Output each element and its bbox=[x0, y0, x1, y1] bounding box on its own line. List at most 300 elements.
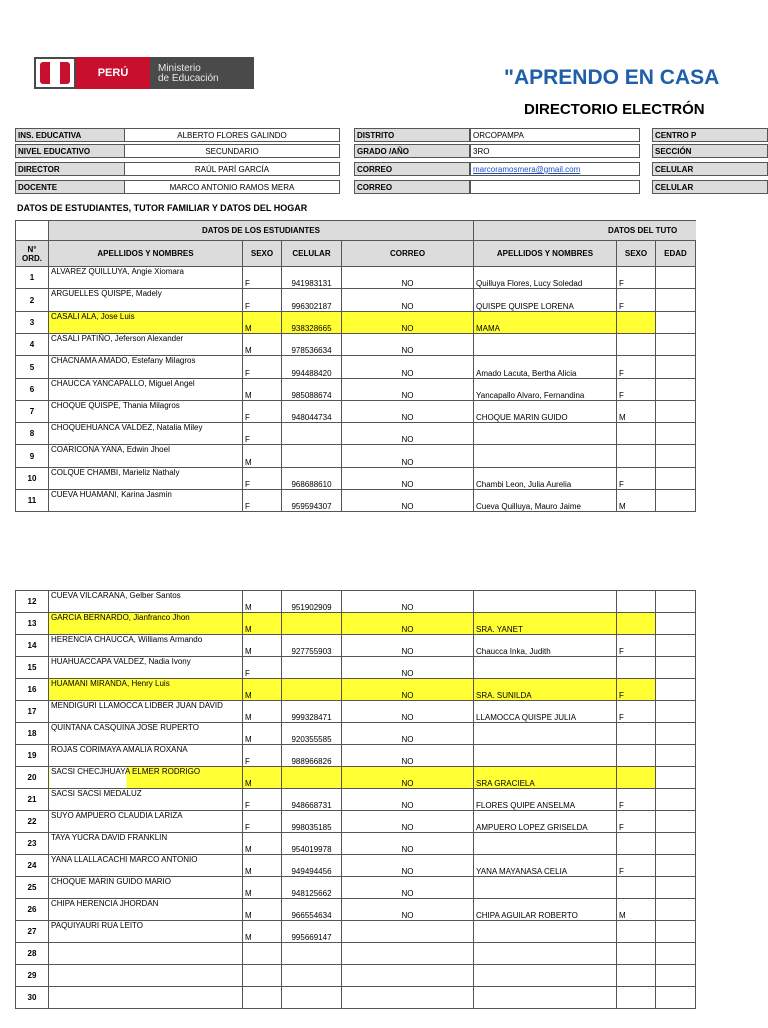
correo-link[interactable]: marcoramosmera@gmail.com bbox=[473, 165, 580, 174]
row-number: 22 bbox=[16, 811, 49, 833]
table-row bbox=[16, 767, 768, 789]
student-name: CUEVA VILCARANA, Gelber Santos bbox=[49, 591, 243, 613]
student-name: CUEVA HUAMANI, Karina Jasmin bbox=[49, 490, 243, 512]
tutor-sex: F bbox=[617, 679, 656, 701]
tutor-name: SRA GRACIELA bbox=[474, 767, 617, 789]
grado-label: GRADO /AÑO bbox=[354, 144, 470, 158]
student-phone bbox=[282, 445, 342, 468]
tutor-name bbox=[474, 334, 617, 356]
student-sex: F bbox=[243, 423, 282, 445]
student-sex: F bbox=[243, 490, 282, 512]
table-row bbox=[16, 789, 768, 811]
table-row bbox=[16, 877, 768, 899]
table-row bbox=[16, 267, 768, 289]
student-sex: M bbox=[243, 899, 282, 921]
student-email: NO bbox=[342, 445, 474, 468]
correo-value[interactable] bbox=[470, 162, 640, 176]
row-number: 10 bbox=[16, 468, 49, 490]
row-number: 1 bbox=[16, 267, 49, 289]
student-name: ALVAREZ QUILLUYA, Angie Xiomara bbox=[49, 267, 243, 289]
tutor-name: MAMA bbox=[474, 312, 617, 334]
tutor-sex bbox=[617, 423, 656, 445]
tutor-name: SRA. YANET bbox=[474, 613, 617, 635]
tutor-age bbox=[656, 855, 696, 877]
student-sex bbox=[243, 943, 282, 965]
row-number: 16 bbox=[16, 679, 49, 701]
student-email: NO bbox=[342, 767, 474, 789]
row-number: 6 bbox=[16, 379, 49, 401]
tutor-sex: M bbox=[617, 401, 656, 423]
tutor-name: Quilluya Flores, Lucy Soledad bbox=[474, 267, 617, 289]
grado-value: 3RO bbox=[470, 144, 640, 158]
student-phone: 998035185 bbox=[282, 811, 342, 833]
table-row bbox=[16, 701, 768, 723]
student-sex: M bbox=[243, 334, 282, 356]
row-number: 21 bbox=[16, 789, 49, 811]
student-email: NO bbox=[342, 635, 474, 657]
tutor-age bbox=[656, 356, 696, 379]
student-sex bbox=[243, 987, 282, 1009]
student-name: ARGUELLES QUISPE, Madely bbox=[49, 289, 243, 312]
tutor-name: Chaucca Inka, Judith bbox=[474, 635, 617, 657]
tutor-sex bbox=[617, 987, 656, 1009]
student-name: CHOQUEHUANCA VALDEZ, Natalia Miley bbox=[49, 423, 243, 445]
student-name bbox=[49, 943, 243, 965]
tutor-name bbox=[474, 591, 617, 613]
band-students: DATOS DE LOS ESTUDIANTES bbox=[49, 221, 474, 241]
student-phone: 948044734 bbox=[282, 401, 342, 423]
student-name: ROJAS CORIMAYA AMALIA ROXANA bbox=[49, 745, 243, 767]
tutor-name: Cueva Quilluya, Mauro Jaime bbox=[474, 490, 617, 512]
table-row bbox=[16, 965, 768, 987]
table-row bbox=[16, 899, 768, 921]
students-table-part2 bbox=[15, 590, 768, 1009]
row-number: 28 bbox=[16, 943, 49, 965]
student-name: QUINTANA CASQUINA JOSE RUPERTO bbox=[49, 723, 243, 745]
band-tutor: DATOS DEL TUTO bbox=[474, 221, 768, 241]
tutor-name: Amado Lacuta, Bertha Alicia bbox=[474, 356, 617, 379]
tutor-age bbox=[656, 468, 696, 490]
student-phone: 985088674 bbox=[282, 379, 342, 401]
student-email: NO bbox=[342, 855, 474, 877]
director-label: DIRECTOR bbox=[15, 162, 125, 176]
student-sex: F bbox=[243, 401, 282, 423]
tutor-age bbox=[656, 445, 696, 468]
student-name: SACSI CHECJHUAYA ELMER RODRIGO bbox=[49, 767, 243, 789]
table-row bbox=[16, 833, 768, 855]
peru-shield-icon bbox=[36, 59, 74, 87]
tutor-age bbox=[656, 987, 696, 1009]
student-name bbox=[49, 987, 243, 1009]
tutor-age bbox=[656, 723, 696, 745]
students-table-part1 bbox=[15, 220, 768, 512]
student-name: COLQUE CHAMBI, Marieliz Nathaly bbox=[49, 468, 243, 490]
student-phone: 938328665 bbox=[282, 312, 342, 334]
tutor-name bbox=[474, 921, 617, 943]
seccion-label: SECCIÓN bbox=[652, 144, 768, 158]
col-nombres: APELLIDOS Y NOMBRES bbox=[49, 241, 243, 267]
student-email: NO bbox=[342, 679, 474, 701]
table-row bbox=[16, 657, 768, 679]
table-row bbox=[16, 613, 768, 635]
tutor-age bbox=[656, 490, 696, 512]
student-email: NO bbox=[342, 490, 474, 512]
student-name bbox=[49, 965, 243, 987]
student-email: NO bbox=[342, 468, 474, 490]
tutor-sex: F bbox=[617, 379, 656, 401]
student-name: SUYO AMPUERO CLAUDIA LARIZA bbox=[49, 811, 243, 833]
student-email: NO bbox=[342, 789, 474, 811]
director-value: RAÚL PARÍ GARCÍA bbox=[124, 162, 340, 176]
row-number: 11 bbox=[16, 490, 49, 512]
student-email: NO bbox=[342, 811, 474, 833]
student-phone bbox=[282, 679, 342, 701]
student-phone bbox=[282, 657, 342, 679]
student-phone bbox=[282, 767, 342, 789]
col-correo: CORREO bbox=[342, 241, 474, 267]
student-name: CHOQUE QUISPE, Thania Milagros bbox=[49, 401, 243, 423]
table-row bbox=[16, 987, 768, 1009]
student-phone bbox=[282, 987, 342, 1009]
student-sex: M bbox=[243, 701, 282, 723]
tutor-age bbox=[656, 767, 696, 789]
student-phone: 995669147 bbox=[282, 921, 342, 943]
student-email: NO bbox=[342, 423, 474, 445]
tutor-age bbox=[656, 657, 696, 679]
tutor-name: LLAMOCCA QUISPE JULIA bbox=[474, 701, 617, 723]
student-email: NO bbox=[342, 334, 474, 356]
tutor-sex bbox=[617, 745, 656, 767]
tutor-sex: F bbox=[617, 811, 656, 833]
student-email bbox=[342, 943, 474, 965]
student-email bbox=[342, 921, 474, 943]
tutor-name bbox=[474, 723, 617, 745]
student-sex: M bbox=[243, 379, 282, 401]
student-sex: F bbox=[243, 468, 282, 490]
student-sex: M bbox=[243, 613, 282, 635]
tutor-sex bbox=[617, 767, 656, 789]
tutor-age bbox=[656, 789, 696, 811]
row-number: 29 bbox=[16, 965, 49, 987]
tutor-age bbox=[656, 679, 696, 701]
tutor-sex: M bbox=[617, 899, 656, 921]
row-number: 25 bbox=[16, 877, 49, 899]
student-email bbox=[342, 987, 474, 1009]
student-phone: 999328471 bbox=[282, 701, 342, 723]
row-number: 18 bbox=[16, 723, 49, 745]
tutor-age bbox=[656, 811, 696, 833]
table-row bbox=[16, 745, 768, 767]
student-phone bbox=[282, 423, 342, 445]
student-sex: M bbox=[243, 833, 282, 855]
student-sex: M bbox=[243, 635, 282, 657]
tutor-sex bbox=[617, 723, 656, 745]
centro-label: CENTRO P bbox=[652, 128, 768, 142]
tutor-sex: F bbox=[617, 356, 656, 379]
tutor-name bbox=[474, 965, 617, 987]
student-phone: 968688610 bbox=[282, 468, 342, 490]
tutor-name bbox=[474, 423, 617, 445]
row-number: 3 bbox=[16, 312, 49, 334]
tutor-name bbox=[474, 987, 617, 1009]
table-row bbox=[16, 401, 768, 423]
table-row bbox=[16, 679, 768, 701]
table-row bbox=[16, 855, 768, 877]
student-name: PAQUIYAURI RUA LEITO bbox=[49, 921, 243, 943]
student-email: NO bbox=[342, 833, 474, 855]
celular-label: CELULAR bbox=[652, 162, 768, 176]
student-name: CHACNAMA AMADO, Estefany Milagros bbox=[49, 356, 243, 379]
student-sex: F bbox=[243, 745, 282, 767]
tutor-name: QUISPE QUISPE LORENA bbox=[474, 289, 617, 312]
student-name: CHOQUE MARIN GUIDO MARIO bbox=[49, 877, 243, 899]
student-sex: F bbox=[243, 811, 282, 833]
student-sex: M bbox=[243, 312, 282, 334]
tutor-sex: F bbox=[617, 267, 656, 289]
row-number: 23 bbox=[16, 833, 49, 855]
student-phone: 994488420 bbox=[282, 356, 342, 379]
student-phone bbox=[282, 613, 342, 635]
tutor-name bbox=[474, 877, 617, 899]
table-row bbox=[16, 379, 768, 401]
tutor-name bbox=[474, 745, 617, 767]
tutor-sex bbox=[617, 657, 656, 679]
student-name: SACSI SACSI MEDALUZ bbox=[49, 789, 243, 811]
student-email: NO bbox=[342, 356, 474, 379]
student-phone: 927755903 bbox=[282, 635, 342, 657]
tutor-age bbox=[656, 745, 696, 767]
logo-peru-text: PERÚ bbox=[76, 57, 150, 89]
student-sex: F bbox=[243, 657, 282, 679]
table-row bbox=[16, 312, 768, 334]
tutor-name: AMPUERO LOPEZ GRISELDA bbox=[474, 811, 617, 833]
tutor-name: Chambi Leon, Julia Aurelia bbox=[474, 468, 617, 490]
tutor-age bbox=[656, 833, 696, 855]
tutor-sex: M bbox=[617, 490, 656, 512]
student-phone bbox=[282, 965, 342, 987]
tutor-name: CHOQUE MARIN GUIDO bbox=[474, 401, 617, 423]
logo-ministry-text: Ministerio de Educación bbox=[158, 64, 219, 84]
correo2-value bbox=[470, 180, 640, 194]
table-row bbox=[16, 445, 768, 468]
tutor-name bbox=[474, 833, 617, 855]
student-email: NO bbox=[342, 899, 474, 921]
tutor-age bbox=[656, 635, 696, 657]
table-row bbox=[16, 591, 768, 613]
student-sex bbox=[243, 965, 282, 987]
band-empty bbox=[16, 221, 49, 241]
student-phone: 978536634 bbox=[282, 334, 342, 356]
student-email: NO bbox=[342, 657, 474, 679]
col-tutor-nombres: APELLIDOS Y NOMBRES bbox=[474, 241, 617, 267]
docente-value: MARCO ANTONIO RAMOS MERA bbox=[124, 180, 340, 194]
tutor-age bbox=[656, 289, 696, 312]
docente-label: DOCENTE bbox=[15, 180, 125, 194]
tutor-sex bbox=[617, 921, 656, 943]
row-number: 30 bbox=[16, 987, 49, 1009]
row-number: 17 bbox=[16, 701, 49, 723]
student-phone: 920355585 bbox=[282, 723, 342, 745]
table-row bbox=[16, 423, 768, 445]
page-title: "APRENDO EN CASA bbox=[504, 66, 719, 90]
student-phone: 954019978 bbox=[282, 833, 342, 855]
student-name: HUAHUACCAPA VALDEZ, Nadia Ivony bbox=[49, 657, 243, 679]
student-email: NO bbox=[342, 267, 474, 289]
student-phone: 996302187 bbox=[282, 289, 342, 312]
minedu-logo bbox=[34, 57, 254, 89]
correo-label: CORREO bbox=[354, 162, 470, 176]
tutor-sex bbox=[617, 965, 656, 987]
ie-label: INS. EDUCATIVA bbox=[15, 128, 125, 142]
tutor-name: Yancapallo Alvaro, Fernandina bbox=[474, 379, 617, 401]
row-number: 5 bbox=[16, 356, 49, 379]
tutor-age bbox=[656, 899, 696, 921]
page-subtitle: DIRECTORIO ELECTRÓN bbox=[524, 101, 705, 118]
tutor-name: YANA MAYANASA CELIA bbox=[474, 855, 617, 877]
col-edad: EDAD bbox=[656, 241, 696, 267]
tutor-sex bbox=[617, 312, 656, 334]
student-phone: 988966826 bbox=[282, 745, 342, 767]
tutor-name bbox=[474, 657, 617, 679]
tutor-name bbox=[474, 943, 617, 965]
tutor-sex bbox=[617, 877, 656, 899]
student-sex: F bbox=[243, 356, 282, 379]
tutor-sex: F bbox=[617, 635, 656, 657]
tutor-sex: F bbox=[617, 789, 656, 811]
student-sex: M bbox=[243, 591, 282, 613]
nivel-value: SECUNDARIO bbox=[124, 144, 340, 158]
distrito-value: ORCOPAMPA bbox=[470, 128, 640, 142]
table-row bbox=[16, 334, 768, 356]
student-sex: M bbox=[243, 679, 282, 701]
tutor-name: CHIPA AGUILAR ROBERTO bbox=[474, 899, 617, 921]
tutor-age bbox=[656, 921, 696, 943]
student-email: NO bbox=[342, 379, 474, 401]
tutor-name: FLORES QUIPE ANSELMA bbox=[474, 789, 617, 811]
row-number: 8 bbox=[16, 423, 49, 445]
student-name: COARICONA YANA, Edwin Jhoel bbox=[49, 445, 243, 468]
distrito-label: DISTRITO bbox=[354, 128, 470, 142]
student-sex: M bbox=[243, 855, 282, 877]
col-sexo: SEXO bbox=[243, 241, 282, 267]
row-number: 14 bbox=[16, 635, 49, 657]
row-number: 2 bbox=[16, 289, 49, 312]
tutor-age bbox=[656, 423, 696, 445]
row-number: 15 bbox=[16, 657, 49, 679]
table-row bbox=[16, 943, 768, 965]
table-row bbox=[16, 921, 768, 943]
table-row bbox=[16, 356, 768, 379]
student-sex: M bbox=[243, 877, 282, 899]
tutor-age bbox=[656, 943, 696, 965]
student-name: GARCIA BERNARDO, Jianfranco Jhon bbox=[49, 613, 243, 635]
student-sex: M bbox=[243, 445, 282, 468]
student-email: NO bbox=[342, 289, 474, 312]
table-row bbox=[16, 811, 768, 833]
student-email: NO bbox=[342, 591, 474, 613]
row-number: 27 bbox=[16, 921, 49, 943]
tutor-age bbox=[656, 613, 696, 635]
table-row bbox=[16, 490, 768, 512]
tutor-sex: F bbox=[617, 468, 656, 490]
student-name: YANA LLALLACACHI MARCO ANTONIO bbox=[49, 855, 243, 877]
tutor-age bbox=[656, 877, 696, 899]
student-phone: 941983131 bbox=[282, 267, 342, 289]
student-phone: 949494456 bbox=[282, 855, 342, 877]
student-sex: F bbox=[243, 289, 282, 312]
row-number: 13 bbox=[16, 613, 49, 635]
row-number: 7 bbox=[16, 401, 49, 423]
tutor-age bbox=[656, 312, 696, 334]
student-name: HERENCIA CHAUCCA, Williams Armando bbox=[49, 635, 243, 657]
table-row bbox=[16, 723, 768, 745]
tutor-sex bbox=[617, 334, 656, 356]
tutor-sex bbox=[617, 943, 656, 965]
row-number: 20 bbox=[16, 767, 49, 789]
student-sex: M bbox=[243, 723, 282, 745]
col-celular: CELULAR bbox=[282, 241, 342, 267]
tutor-sex bbox=[617, 833, 656, 855]
student-email: NO bbox=[342, 401, 474, 423]
tutor-name bbox=[474, 445, 617, 468]
tutor-sex bbox=[617, 613, 656, 635]
col-ord: N° ORD. bbox=[16, 241, 49, 267]
student-phone: 948668731 bbox=[282, 789, 342, 811]
section-title: DATOS DE ESTUDIANTES, TUTOR FAMILIAR Y DATOS DEL HOGAR bbox=[17, 203, 307, 213]
student-sex: M bbox=[243, 921, 282, 943]
row-number: 4 bbox=[16, 334, 49, 356]
student-email: NO bbox=[342, 745, 474, 767]
tutor-name: SRA. SUNILDA bbox=[474, 679, 617, 701]
student-phone: 966554634 bbox=[282, 899, 342, 921]
table-row bbox=[16, 635, 768, 657]
correo2-label: CORREO bbox=[354, 180, 470, 194]
student-name: CASALI ALA, Jose Luis bbox=[49, 312, 243, 334]
tutor-age bbox=[656, 401, 696, 423]
tutor-sex: F bbox=[617, 855, 656, 877]
tutor-age bbox=[656, 334, 696, 356]
student-email: NO bbox=[342, 723, 474, 745]
celular2-label: CELULAR bbox=[652, 180, 768, 194]
tutor-sex bbox=[617, 591, 656, 613]
student-name: MENDIGURI LLAMOCCA LIDBER JUAN DAVID bbox=[49, 701, 243, 723]
tutor-age bbox=[656, 267, 696, 289]
student-email bbox=[342, 965, 474, 987]
student-name: CASALI PATIÑO, Jeferson Alexander bbox=[49, 334, 243, 356]
student-phone: 959594307 bbox=[282, 490, 342, 512]
student-phone bbox=[282, 943, 342, 965]
student-name: TAYA YUCRA DAVID FRANKLIN bbox=[49, 833, 243, 855]
student-name: HUAMANI MIRANDA, Henry Luis bbox=[49, 679, 243, 701]
tutor-sex bbox=[617, 445, 656, 468]
row-number: 12 bbox=[16, 591, 49, 613]
row-number: 26 bbox=[16, 899, 49, 921]
student-email: NO bbox=[342, 613, 474, 635]
student-email: NO bbox=[342, 312, 474, 334]
tutor-sex: F bbox=[617, 289, 656, 312]
table-row bbox=[16, 468, 768, 490]
table-row bbox=[16, 289, 768, 312]
tutor-sex: F bbox=[617, 701, 656, 723]
student-phone: 951902909 bbox=[282, 591, 342, 613]
student-email: NO bbox=[342, 701, 474, 723]
row-number: 9 bbox=[16, 445, 49, 468]
ie-value: ALBERTO FLORES GALINDO bbox=[124, 128, 340, 142]
nivel-label: NIVEL EDUCATIVO bbox=[15, 144, 125, 158]
student-phone: 948125662 bbox=[282, 877, 342, 899]
tutor-age bbox=[656, 379, 696, 401]
col-tutor-sexo: SEXO bbox=[617, 241, 656, 267]
